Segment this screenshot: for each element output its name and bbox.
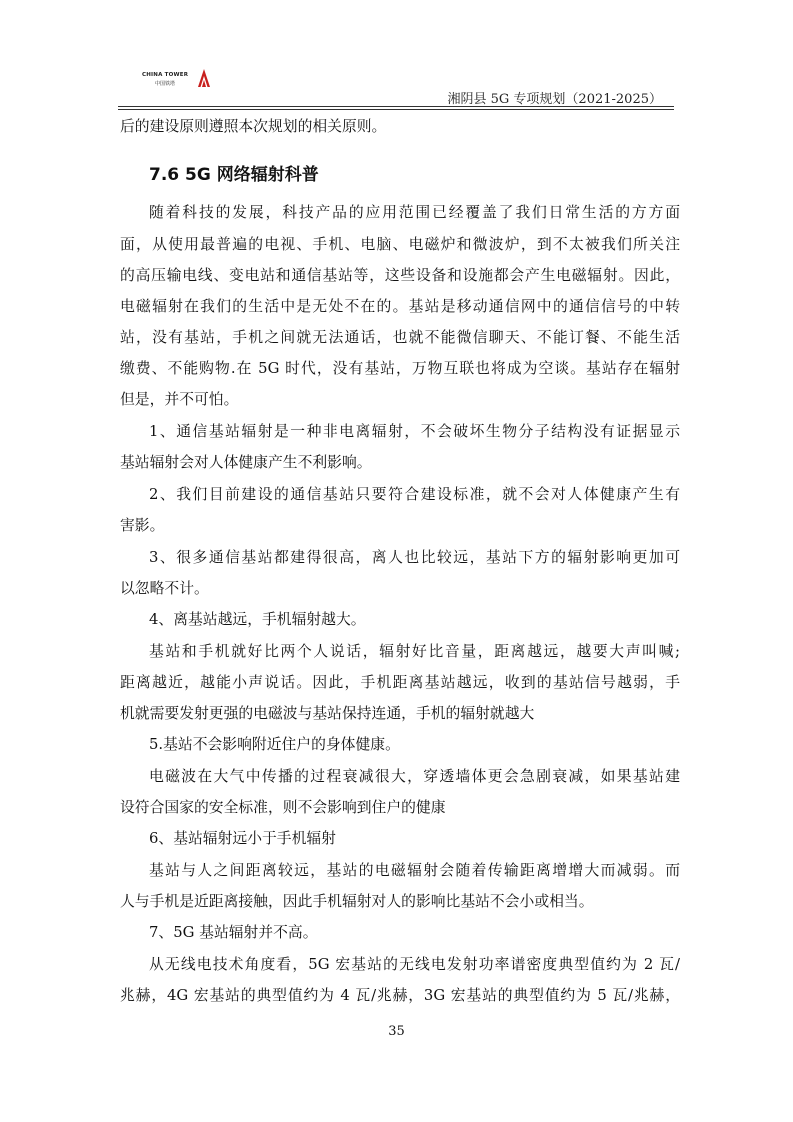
text-line: 面，从使用最普遍的电视、手机、电脑、电磁炉和微波炉，到不太被我们所关注 [120, 236, 680, 253]
section-heading: 7.6 5G 网络辐射科普 [149, 165, 319, 185]
text-line: 站，没有基站，手机之间就无法通话，也就不能微信聊天、不能订餐、不能生活 [120, 329, 680, 346]
text-line: 设符合国家的安全标准，则不会影响到住户的健康 [120, 799, 446, 816]
page-number: 35 [388, 1024, 405, 1039]
text-line: 人与手机是近距离接触，因此手机辐射对人的影响比基站不会小或相当。 [120, 893, 594, 910]
header-divider-secondary [118, 109, 674, 110]
text-line: 电磁波在大气中传播的过程衰减很大，穿透墙体更会急剧衰减，如果基站建 [149, 768, 680, 785]
text-line: 距离越近，越能小声说话。因此，手机距离基站越远，收到的基站信号越弱，手 [120, 674, 680, 691]
text-line: 但是，并不可怕。 [120, 391, 239, 408]
text-line: 害影。 [120, 517, 165, 534]
header-divider [118, 106, 674, 107]
text-line: 基站与人之间距离较远，基站的电磁辐射会随着传输距离增增大而减弱。而 [149, 862, 680, 879]
text-line: 基站和手机就好比两个人说话，辐射好比音量，距离越远，越要大声叫喊; [149, 643, 680, 660]
logo-subtext: 中国铁塔 [155, 81, 176, 87]
text-line: 1、通信基站辐射是一种非电离辐射，不会破坏生物分子结构没有证据显示 [149, 423, 680, 440]
tower-logo-icon [197, 69, 211, 87]
text-line: 缴费、不能购物.在 5G 时代，没有基站，万物互联也将成为空谈。基站存在辐射 [120, 360, 680, 377]
document-title: 湘阴县 5G 专项规划（2021-2025） [447, 92, 662, 107]
page-header [118, 66, 674, 110]
text-line: 电磁辐射在我们的生活中是无处不在的。基站是移动通信网中的通信信号的中转 [120, 298, 680, 315]
text-line: 后的建设原则遵照本次规划的相关原则。 [120, 118, 387, 135]
text-line: 机就需要发射更强的电磁波与基站保持连通，手机的辐射就越大 [120, 705, 535, 722]
logo-text: CHINA TOWER [142, 72, 189, 78]
text-line: 兆赫，4G 宏基站的典型值约为 4 瓦/兆赫，3G 宏基站的典型值约为 5 瓦/兆赫， [120, 987, 680, 1004]
text-line: 2、我们目前建设的通信基站只要符合建设标准，就不会对人体健康产生有 [149, 486, 680, 503]
text-line: 从无线电技术角度看，5G 宏基站的无线电发射功率谱密度典型值约为 2 瓦/ [149, 956, 680, 973]
china-tower-logo [142, 70, 212, 92]
text-line: 7、5G 基站辐射并不高。 [149, 924, 318, 941]
text-line: 6、基站辐射远小于手机辐射 [149, 830, 336, 847]
text-line: 4、离基站越远，手机辐射越大。 [149, 611, 366, 628]
text-line: 5.基站不会影响附近住户的身体健康。 [149, 736, 400, 753]
text-line: 基站辐射会对人体健康产生不利影响。 [120, 454, 372, 471]
text-line: 以忽略不计。 [120, 580, 209, 597]
text-line: 随着科技的发展，科技产品的应用范围已经覆盖了我们日常生活的方方面 [149, 204, 680, 221]
text-line: 的高压输电线、变电站和通信基站等，这些设备和设施都会产生电磁辐射。因此， [120, 267, 680, 284]
text-line: 3、很多通信基站都建得很高，离人也比较远，基站下方的辐射影响更加可 [149, 549, 680, 566]
